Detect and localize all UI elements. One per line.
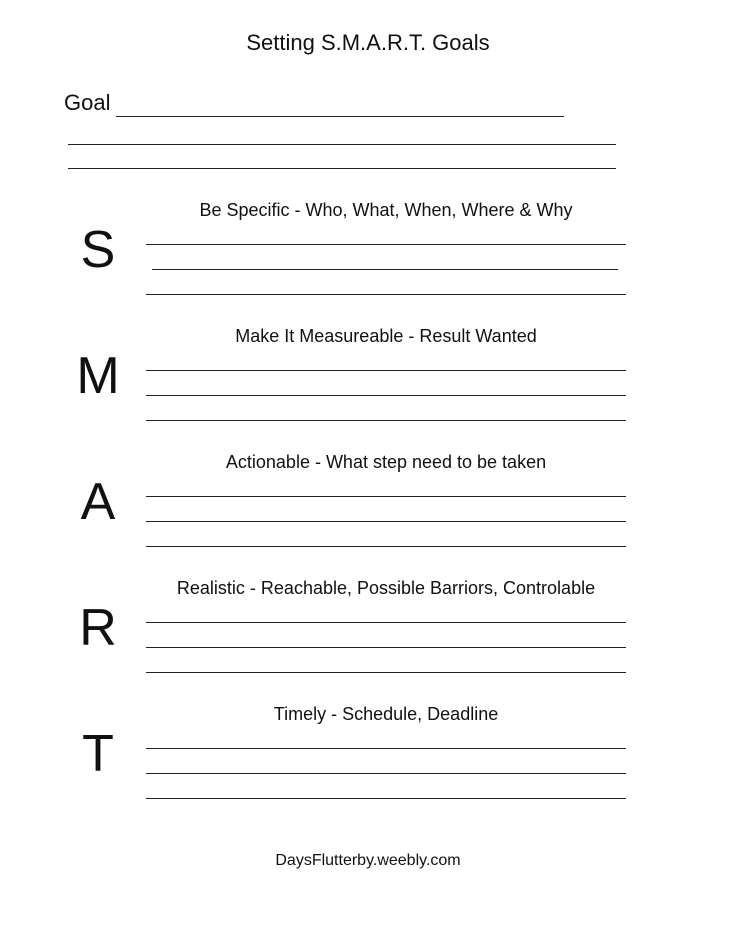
section-prompt: Make It Measureable - Result Wanted: [235, 326, 537, 346]
section-prompt: Realistic - Reachable, Possible Barriors, Controlable: [176, 578, 596, 598]
footer-credit: DaysFlutterby.weebly.com: [275, 852, 461, 869]
writing-line: [146, 370, 626, 371]
section-letter: A: [80, 473, 116, 531]
page-title: Setting S.M.A.R.T. Goals: [246, 30, 490, 55]
writing-line: [146, 672, 626, 673]
section-letter: M: [76, 347, 120, 405]
writing-line: [146, 521, 626, 522]
writing-line: [146, 647, 626, 648]
writing-line: [146, 395, 626, 396]
section-prompt: Timely - Schedule, Deadline: [273, 704, 499, 724]
writing-line: [152, 269, 618, 270]
writing-line: [146, 420, 626, 421]
writing-line: [146, 244, 626, 245]
writing-line: [146, 773, 626, 774]
section-letter: S: [80, 221, 116, 279]
writing-line: [146, 622, 626, 623]
writing-line: [146, 798, 626, 799]
section-letter: T: [82, 725, 114, 783]
section-prompt: Be Specific - Who, What, When, Where & Why: [199, 200, 573, 220]
writing-line: [146, 546, 626, 547]
goal-line-1: [116, 116, 564, 117]
goal-label: Goal: [64, 90, 111, 115]
writing-line: [146, 294, 626, 295]
writing-line: [146, 748, 626, 749]
goal-line-3: [68, 168, 616, 169]
writing-line: [146, 496, 626, 497]
section-prompt: Actionable - What step need to be taken: [225, 452, 547, 472]
section-letter: R: [79, 599, 117, 657]
goal-line-2: [68, 144, 616, 145]
